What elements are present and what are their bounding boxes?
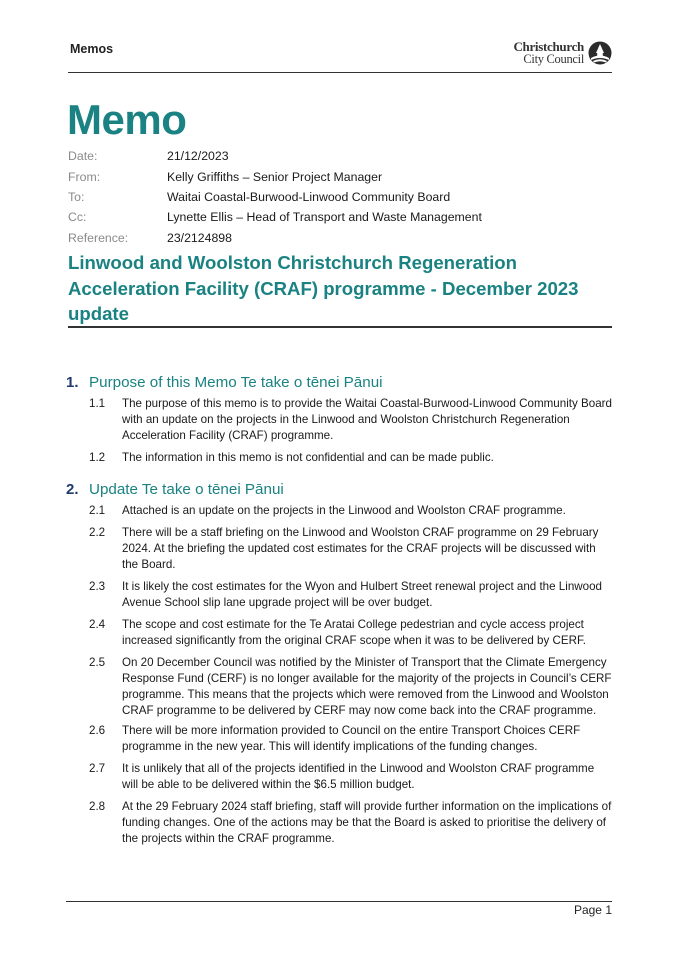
section-number: 2.: [66, 481, 79, 498]
paragraph-number: 2.2: [89, 526, 106, 539]
meta-key: Reference:: [68, 230, 129, 245]
logo-line-2: City Council: [523, 52, 584, 66]
paragraph-number: 2.5: [89, 656, 106, 669]
meta-value: 23/2124898: [167, 230, 232, 245]
paragraph-2-2: [89, 525, 613, 573]
section-heading-2: [66, 481, 284, 498]
section-label: Memos: [70, 42, 114, 56]
logo-text: [513, 40, 584, 66]
paragraph-2-7: [89, 761, 613, 793]
paragraph-number: 2.7: [89, 762, 106, 775]
paragraph-text: The scope and cost estimate for the Te Aratai College pedestrian and cycle access project increased significantly from the original CRAF scope when it was to be delivered by CERF.: [122, 618, 586, 647]
meta-key: From:: [68, 169, 101, 184]
section-title: Purpose of this Memo Te take o tēnei Pānui: [89, 374, 383, 391]
paragraph-number: 2.6: [89, 724, 106, 737]
meta-key: Date:: [68, 149, 98, 164]
cathedral-logo-icon: [588, 41, 612, 65]
paragraph-text: Attached is an update on the projects in the Linwood and Woolston CRAF programme.: [122, 504, 566, 517]
page-number: Page 1: [573, 903, 612, 917]
meta-value: Waitai Coastal-Burwood-Linwood Community Board: [167, 189, 451, 204]
document-title: Linwood and Woolston Christchurch Regeneration Acceleration Facility (CRAF) programme - December 2023 update: [68, 250, 612, 328]
paragraph-number: 2.1: [89, 504, 106, 517]
meta-key: To:: [68, 189, 85, 204]
paragraph-2-5: [89, 655, 613, 719]
paragraph-number: 1.2: [89, 451, 106, 464]
paragraph-2-4: [89, 617, 613, 649]
paragraph-1-2: [89, 450, 613, 466]
meta-row-reference: [68, 228, 612, 248]
paragraph-text: The information in this memo is not confidential and can be made public.: [122, 451, 494, 464]
meta-row-cc: [68, 207, 612, 227]
paragraph-2-6: [89, 723, 613, 755]
section-title: Update Te take o tēnei Pānui: [89, 481, 284, 498]
paragraph-text: At the 29 February 2024 staff briefing, staff will provide further information on the implications of funding changes. One of the actions may be that the Board is asked to prioritise the delivery of the projects within the CRAF programme.: [122, 800, 612, 845]
paragraph-number: 2.3: [89, 580, 106, 593]
paragraph-text: There will be more information provided to Council on the entire Transport Choices CERF programme in the new year. This will identify implications of the funding changes.: [122, 724, 581, 753]
meta-row-date: [68, 146, 612, 166]
section-number: 1.: [66, 374, 79, 391]
meta-key: Cc:: [68, 210, 87, 225]
paragraph-number: 2.8: [89, 800, 106, 813]
paragraph-2-1: [89, 503, 613, 519]
paragraph-text: There will be a staff briefing on the Linwood and Woolston CRAF programme on 29 February 2024. At the briefing the updated cost estimates for the CRAF projects will be discussed with the Board.: [122, 526, 599, 571]
paragraph-text: On 20 December Council was notified by the Minister of Transport that the Climate Emergency Response Fund (CERF) is no longer available for the majority of the projects in Council’s CERF programme. This means that the projects which were removed from the Linwood and Woolston CRAF programme to be delivered by CERF may now come back into the CRAF programme.: [122, 656, 612, 717]
paragraph-number: 1.1: [89, 397, 106, 410]
logo-line-1: Christchurch: [513, 39, 584, 54]
meta-value: Kelly Griffiths – Senior Project Manager: [167, 169, 383, 184]
paragraph-number: 2.4: [89, 618, 106, 631]
memo-meta: [68, 146, 612, 248]
paragraph-2-8: [89, 799, 613, 847]
paragraph-1-1: [89, 396, 613, 444]
meta-value: Lynette Ellis – Head of Transport and Waste Management: [167, 210, 482, 225]
paragraph-text: It is unlikely that all of the projects identified in the Linwood and Woolston CRAF programme will be able to be delivered within the $6.5 million budget.: [122, 762, 595, 791]
meta-row-from: [68, 166, 612, 186]
paragraph-text: It is likely the cost estimates for the Wyon and Hulbert Street renewal project and the Linwood Avenue School slip lane upgrade project will be over budget.: [122, 580, 602, 609]
page-footer: [66, 901, 612, 917]
memo-title: Memo: [67, 96, 187, 143]
council-logo: [513, 40, 612, 66]
paragraph-2-3: [89, 579, 613, 611]
page-header: [68, 36, 612, 73]
section-heading-1: [66, 374, 383, 391]
meta-value: 21/12/2023: [167, 149, 229, 164]
paragraph-text: The purpose of this memo is to provide the Waitai Coastal-Burwood-Linwood Community Board with an update on the projects in the Linwood and Woolston Christchurch Regeneration Acceleration Facility (CRAF) programme.: [122, 397, 612, 442]
meta-row-to: [68, 187, 612, 207]
